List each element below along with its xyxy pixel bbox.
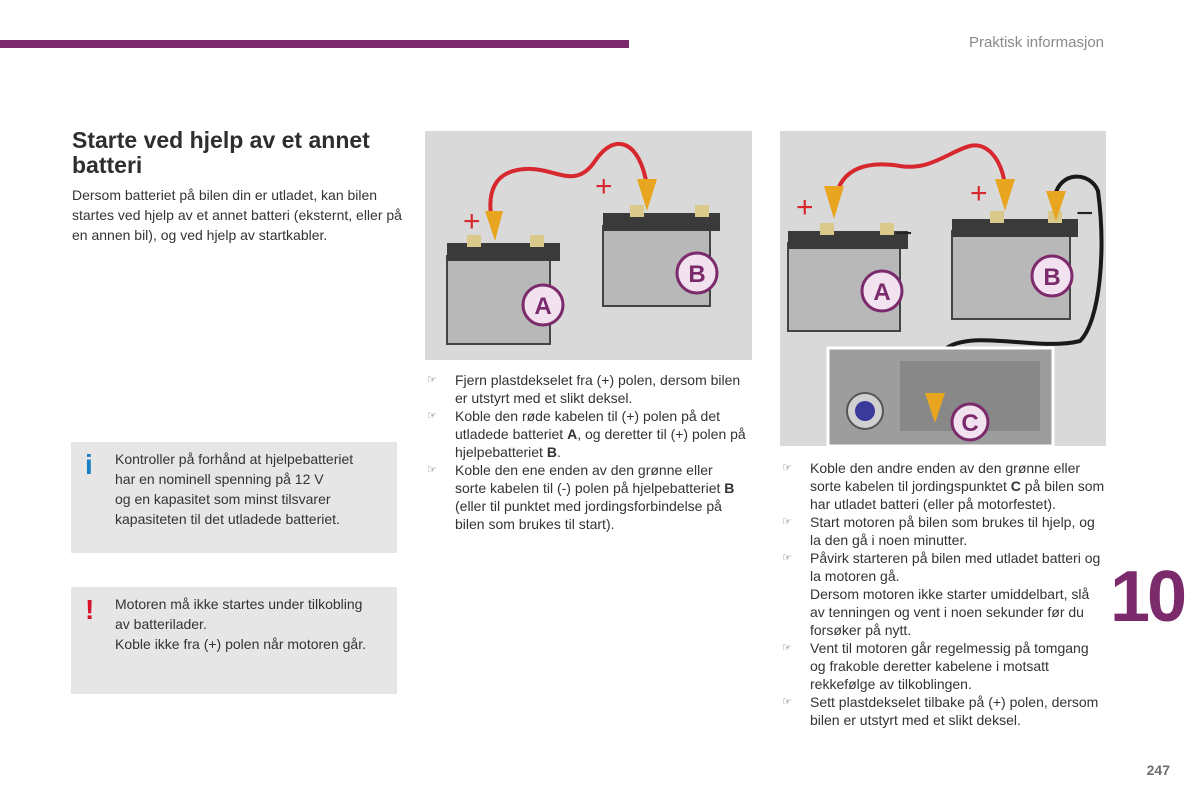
step-item: ☞ Vent til motoren går regelmessig på tomgang og frakoble deretter kabelene i motsatt rekkefølge av tilkoblingen. <box>782 640 1089 692</box>
steps-list-left <box>427 371 747 533</box>
plus-sign-b: + <box>970 177 988 210</box>
svg-text:A: A <box>534 293 552 320</box>
battery-b <box>952 211 1078 319</box>
battery-a <box>447 235 563 344</box>
step-item: ☞ Start motoren på bilen som brukes til hjelp, og la den gå i noen minutter. <box>782 514 1095 548</box>
plus-sign-a: + <box>463 205 481 238</box>
pointing-hand-icon: ☞ <box>427 410 437 422</box>
step-item: ☞ Koble den røde kabelen til (+) polen på det utladede batteriet A, og deretter til (+) polen på hjelpebatteriet B. <box>427 408 746 460</box>
pointing-hand-icon: ☞ <box>427 464 437 476</box>
minus-sign-a: − <box>895 217 913 250</box>
step-item: ☞ Påvirk starteren på bilen med utladet batteri og la motoren gå. Dersom motoren ikke starter umiddelbart, slå av tenningen og vent i noen sekunder før du forsøker på nytt. <box>782 550 1101 638</box>
section-header: Praktisk informasjon <box>968 34 1104 51</box>
figure-red-cable-connection <box>425 131 752 360</box>
pointing-hand-icon: ☞ <box>782 552 792 564</box>
pointing-hand-icon: ☞ <box>427 374 437 386</box>
battery-a <box>788 223 908 331</box>
batteries-red-cable-illustration <box>425 131 752 360</box>
clamp-a-icon <box>485 211 503 241</box>
step-item: ☞ Koble den ene enden av den grønne eller sorte kabelen til (-) polen på hjelpebatteriet B (eller til punktet med jordingsforbindelse på bilen som brukes til start). <box>427 462 735 532</box>
step-item: ☞ Koble den andre enden av den grønne eller sorte kabelen til jordingspunktet C på bilen som har utladet batteri (eller på motorfestet). <box>782 460 1105 512</box>
svg-text:B: B <box>1043 264 1061 291</box>
clamp-a-icon <box>824 186 844 219</box>
pointing-hand-icon: ☞ <box>782 642 792 654</box>
steps-list-right <box>782 459 1107 729</box>
page-title: Starte ved hjelp av et annet batteri <box>72 127 370 178</box>
plus-sign-a: + <box>796 191 814 224</box>
warning-note-text: Motoren må ikke startes under tilkobling av batterilader. Koble ikke fra (+) polen når motoren går. <box>115 596 366 652</box>
plus-sign-b: + <box>595 170 613 203</box>
info-icon: i <box>85 449 93 480</box>
svg-text:B: B <box>688 261 706 288</box>
battery-b <box>603 205 720 306</box>
svg-text:C: C <box>961 410 979 437</box>
warning-note <box>71 587 397 694</box>
intro-paragraph: Dersom batteriet på bilen din er utladet, kan bilen startes ved hjelp av et annet batteri (eksternt, eller på en annen bil), og ved hjelp av startkabler. <box>72 187 402 243</box>
figure-ground-cable-connection <box>780 131 1106 446</box>
step-item: ☞ Fjern plastdekselet fra (+) polen, dersom bilen er utstyrt med et slikt deksel. <box>427 372 741 406</box>
svg-text:A: A <box>873 279 891 306</box>
minus-sign-b: − <box>1076 197 1094 230</box>
page-number: 247 <box>1146 762 1170 778</box>
info-note-text: Kontroller på forhånd at hjelpebatteriet har en nominell spenning på 12 V og en kapasitet som minst tilsvarer kapasiteten til det utladede batteriet. <box>115 451 354 527</box>
warning-icon: ! <box>85 594 95 625</box>
step-item: ☞ Sett plastdekselet tilbake på (+) polen, dersom bilen er utstyrt med et slikt deksel. <box>782 694 1099 728</box>
pointing-hand-icon: ☞ <box>782 516 792 528</box>
clamp-b-plus-icon <box>995 179 1015 211</box>
chapter-number: 10 <box>1110 557 1185 637</box>
pointing-hand-icon: ☞ <box>782 462 792 474</box>
batteries-ground-cable-illustration <box>780 131 1106 446</box>
info-note <box>71 442 397 553</box>
pointing-hand-icon: ☞ <box>782 696 792 708</box>
chapter-color-bar <box>0 40 629 48</box>
